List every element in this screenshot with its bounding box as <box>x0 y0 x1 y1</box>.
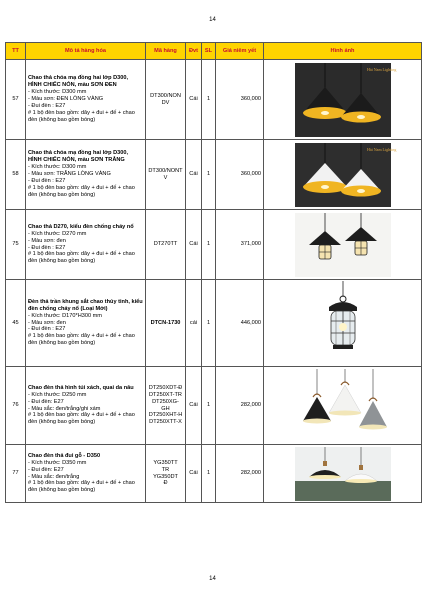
price: 360,000 <box>216 60 264 140</box>
spec-line: - Kích thước: D170*H300 mm <box>28 312 102 319</box>
spec-line: - Màu sơn: ĐEN LÒNG VÀNG <box>28 96 104 102</box>
quantity: 1 <box>202 445 216 503</box>
product-code <box>146 210 186 280</box>
code-line: DT300/NON <box>150 92 181 99</box>
product-description <box>26 210 146 280</box>
header-tt: TT <box>6 43 26 60</box>
unit: Cái <box>186 210 202 280</box>
code-line: DT250XT-TR <box>149 391 182 398</box>
quantity: 1 <box>202 140 216 210</box>
code-line: DT300/NONT <box>148 167 183 174</box>
row-number: 57 <box>6 60 26 140</box>
table-row <box>6 445 422 503</box>
spec-line: - Đui đèn: E27 <box>28 398 64 405</box>
table-row <box>6 60 422 140</box>
spec-line: - Màu sơn: đen <box>28 237 66 244</box>
quantity: 1 <box>202 60 216 140</box>
cone-lamp-black-image <box>295 63 396 137</box>
spec-line: - Kích thước: D250 mm <box>28 391 87 398</box>
row-number: 58 <box>6 140 26 210</box>
unit: Cái <box>186 445 202 503</box>
price: 371,000 <box>216 210 264 280</box>
spec-line: - Màu sơn: TRẮNG LÒNG VÀNG <box>28 171 111 177</box>
row-number: 75 <box>6 210 26 280</box>
product-image-cell <box>264 60 422 140</box>
spec-line: # 1 bộ đèn bao gồm: dây + đui + đế + chao đèn (không bao gồm bóng) <box>28 251 135 265</box>
code-line: DT250XHT-H <box>148 412 183 419</box>
product-image-cell <box>264 280 422 367</box>
product-title: Chao thả D270, kiểu đèn chống cháy nổ <box>28 223 134 230</box>
code-line: DT270TT <box>153 241 178 247</box>
product-code <box>146 367 186 445</box>
table-row <box>6 280 422 367</box>
product-image-cell <box>264 210 422 280</box>
image-watermark: Hải Nam Lighting <box>366 146 396 152</box>
header-qty: SL <box>202 43 216 60</box>
spec-line: - Đui đèn : E27 <box>28 177 66 184</box>
spec-line: - Màu sắc: đen/trắng/ghi xám <box>28 405 101 412</box>
product-table <box>5 42 422 503</box>
spec-line: - Đui đèn : E27 <box>28 244 66 251</box>
product-code <box>146 280 186 367</box>
explosion-proof-pendant-image <box>295 213 391 277</box>
quantity: 1 <box>202 280 216 367</box>
unit: cái <box>186 280 202 367</box>
quantity: 1 <box>202 210 216 280</box>
product-code <box>146 60 186 140</box>
spec-line: - Kích thước: D270 mm <box>28 230 87 237</box>
spec-line: - Màu sắc: đen/trắng <box>28 473 80 480</box>
spec-line: - Màu sơn: đen <box>28 319 66 326</box>
product-title: Chao thả chóa mạ đồng hai lớp D300, HÌNH CHIẾC NÓN, màu SƠN TRẮNG <box>28 150 129 164</box>
code-line: GH <box>161 405 170 412</box>
product-description <box>26 280 146 367</box>
spec-line: - Kích thước: D350 mm <box>28 459 87 466</box>
code-line: TR <box>161 466 170 473</box>
code-line: DT250XTT-X <box>149 419 182 426</box>
product-description <box>26 445 146 503</box>
code-line: YG350TT <box>153 459 178 466</box>
code-line: YG350DT <box>153 473 178 480</box>
code-line: Đ <box>163 480 168 487</box>
header-description: Mô tả hàng hóa <box>26 43 146 60</box>
product-image-cell <box>264 445 422 503</box>
spec-line: # 1 bộ đèn bao gồm: dây + đui + đế + chao đèn (không bao gồm bóng) <box>28 333 135 347</box>
image-watermark: Hải Nam Lighting <box>366 66 396 72</box>
unit: Cái <box>186 60 202 140</box>
price: 282,000 <box>216 445 264 503</box>
product-title: Chao đèn thả hình túi xách, quai da nâu <box>28 384 134 391</box>
code-line: DV <box>161 99 170 106</box>
page-number-bottom: 14 <box>209 576 216 582</box>
header-image: Hình ảnh <box>264 43 422 60</box>
unit: Cái <box>186 367 202 445</box>
spec-line: # 1 bộ đèn bao gồm: dây + đui + đế + chao đèn (không bao gồm bóng) <box>28 480 135 494</box>
product-title: Đèn thả trần khung sắt chao thủy tinh, kiểu đèn chống cháy nổ (Loại Mới) <box>28 298 143 312</box>
product-title: Chao đèn thả đui gỗ - D350 <box>28 452 101 459</box>
code-line: DT250XG- <box>152 398 179 405</box>
page-number-top: 14 <box>209 17 216 23</box>
table-row <box>6 210 422 280</box>
spec-line: - Kích thước: D300 mm <box>28 89 87 96</box>
spec-line: # 1 bộ đèn bao gồm: dây + đui + đế + chao đèn (không bao gồm bóng) <box>28 412 135 426</box>
product-image-cell <box>264 140 422 210</box>
price: 360,000 <box>216 140 264 210</box>
spec-line: - Đui đèn: E27 <box>28 466 64 473</box>
table-header-row <box>6 43 422 60</box>
code-line: DTCN-1730 <box>150 319 181 326</box>
table-row <box>6 367 422 445</box>
header-code: Mã hàng <box>146 43 186 60</box>
spec-line: # 1 bộ đèn bao gồm: dây + đui + đế + chao đèn (không bao gồm bóng) <box>28 109 135 123</box>
table-row <box>6 140 422 210</box>
cage-lantern-image <box>295 281 391 365</box>
product-description <box>26 60 146 140</box>
unit: Cái <box>186 140 202 210</box>
product-description <box>26 367 146 445</box>
product-code <box>146 140 186 210</box>
spec-line: - Kích thước: D300 mm <box>28 164 87 171</box>
row-number: 76 <box>6 367 26 445</box>
row-number: 77 <box>6 445 26 503</box>
handbag-pendant-image <box>295 369 391 443</box>
spec-line: - Đui đèn : E27 <box>28 102 66 109</box>
spec-line: # 1 bộ đèn bao gồm: dây + đui + đế + chao đèn (không bao gồm bóng) <box>28 184 135 198</box>
wood-socket-pendant-image <box>295 447 391 501</box>
price: 446,000 <box>216 280 264 367</box>
spec-line: - Đui đèn : E27 <box>28 326 66 333</box>
product-title: Chao thả chóa mạ đồng hai lớp D300, HÌNH CHIẾC NÓN, màu SƠN ĐEN <box>28 75 129 89</box>
cone-lamp-white-image <box>295 143 396 207</box>
product-code <box>146 445 186 503</box>
header-price: Giá niêm yết <box>216 43 264 60</box>
price: 282,000 <box>216 367 264 445</box>
product-description <box>26 140 146 210</box>
quantity: 1 <box>202 367 216 445</box>
product-image-cell <box>264 367 422 445</box>
code-line: DT250XDT-Đ <box>148 384 183 391</box>
row-number: 45 <box>6 280 26 367</box>
header-unit: Đvt <box>186 43 202 60</box>
code-line: V <box>163 174 168 181</box>
